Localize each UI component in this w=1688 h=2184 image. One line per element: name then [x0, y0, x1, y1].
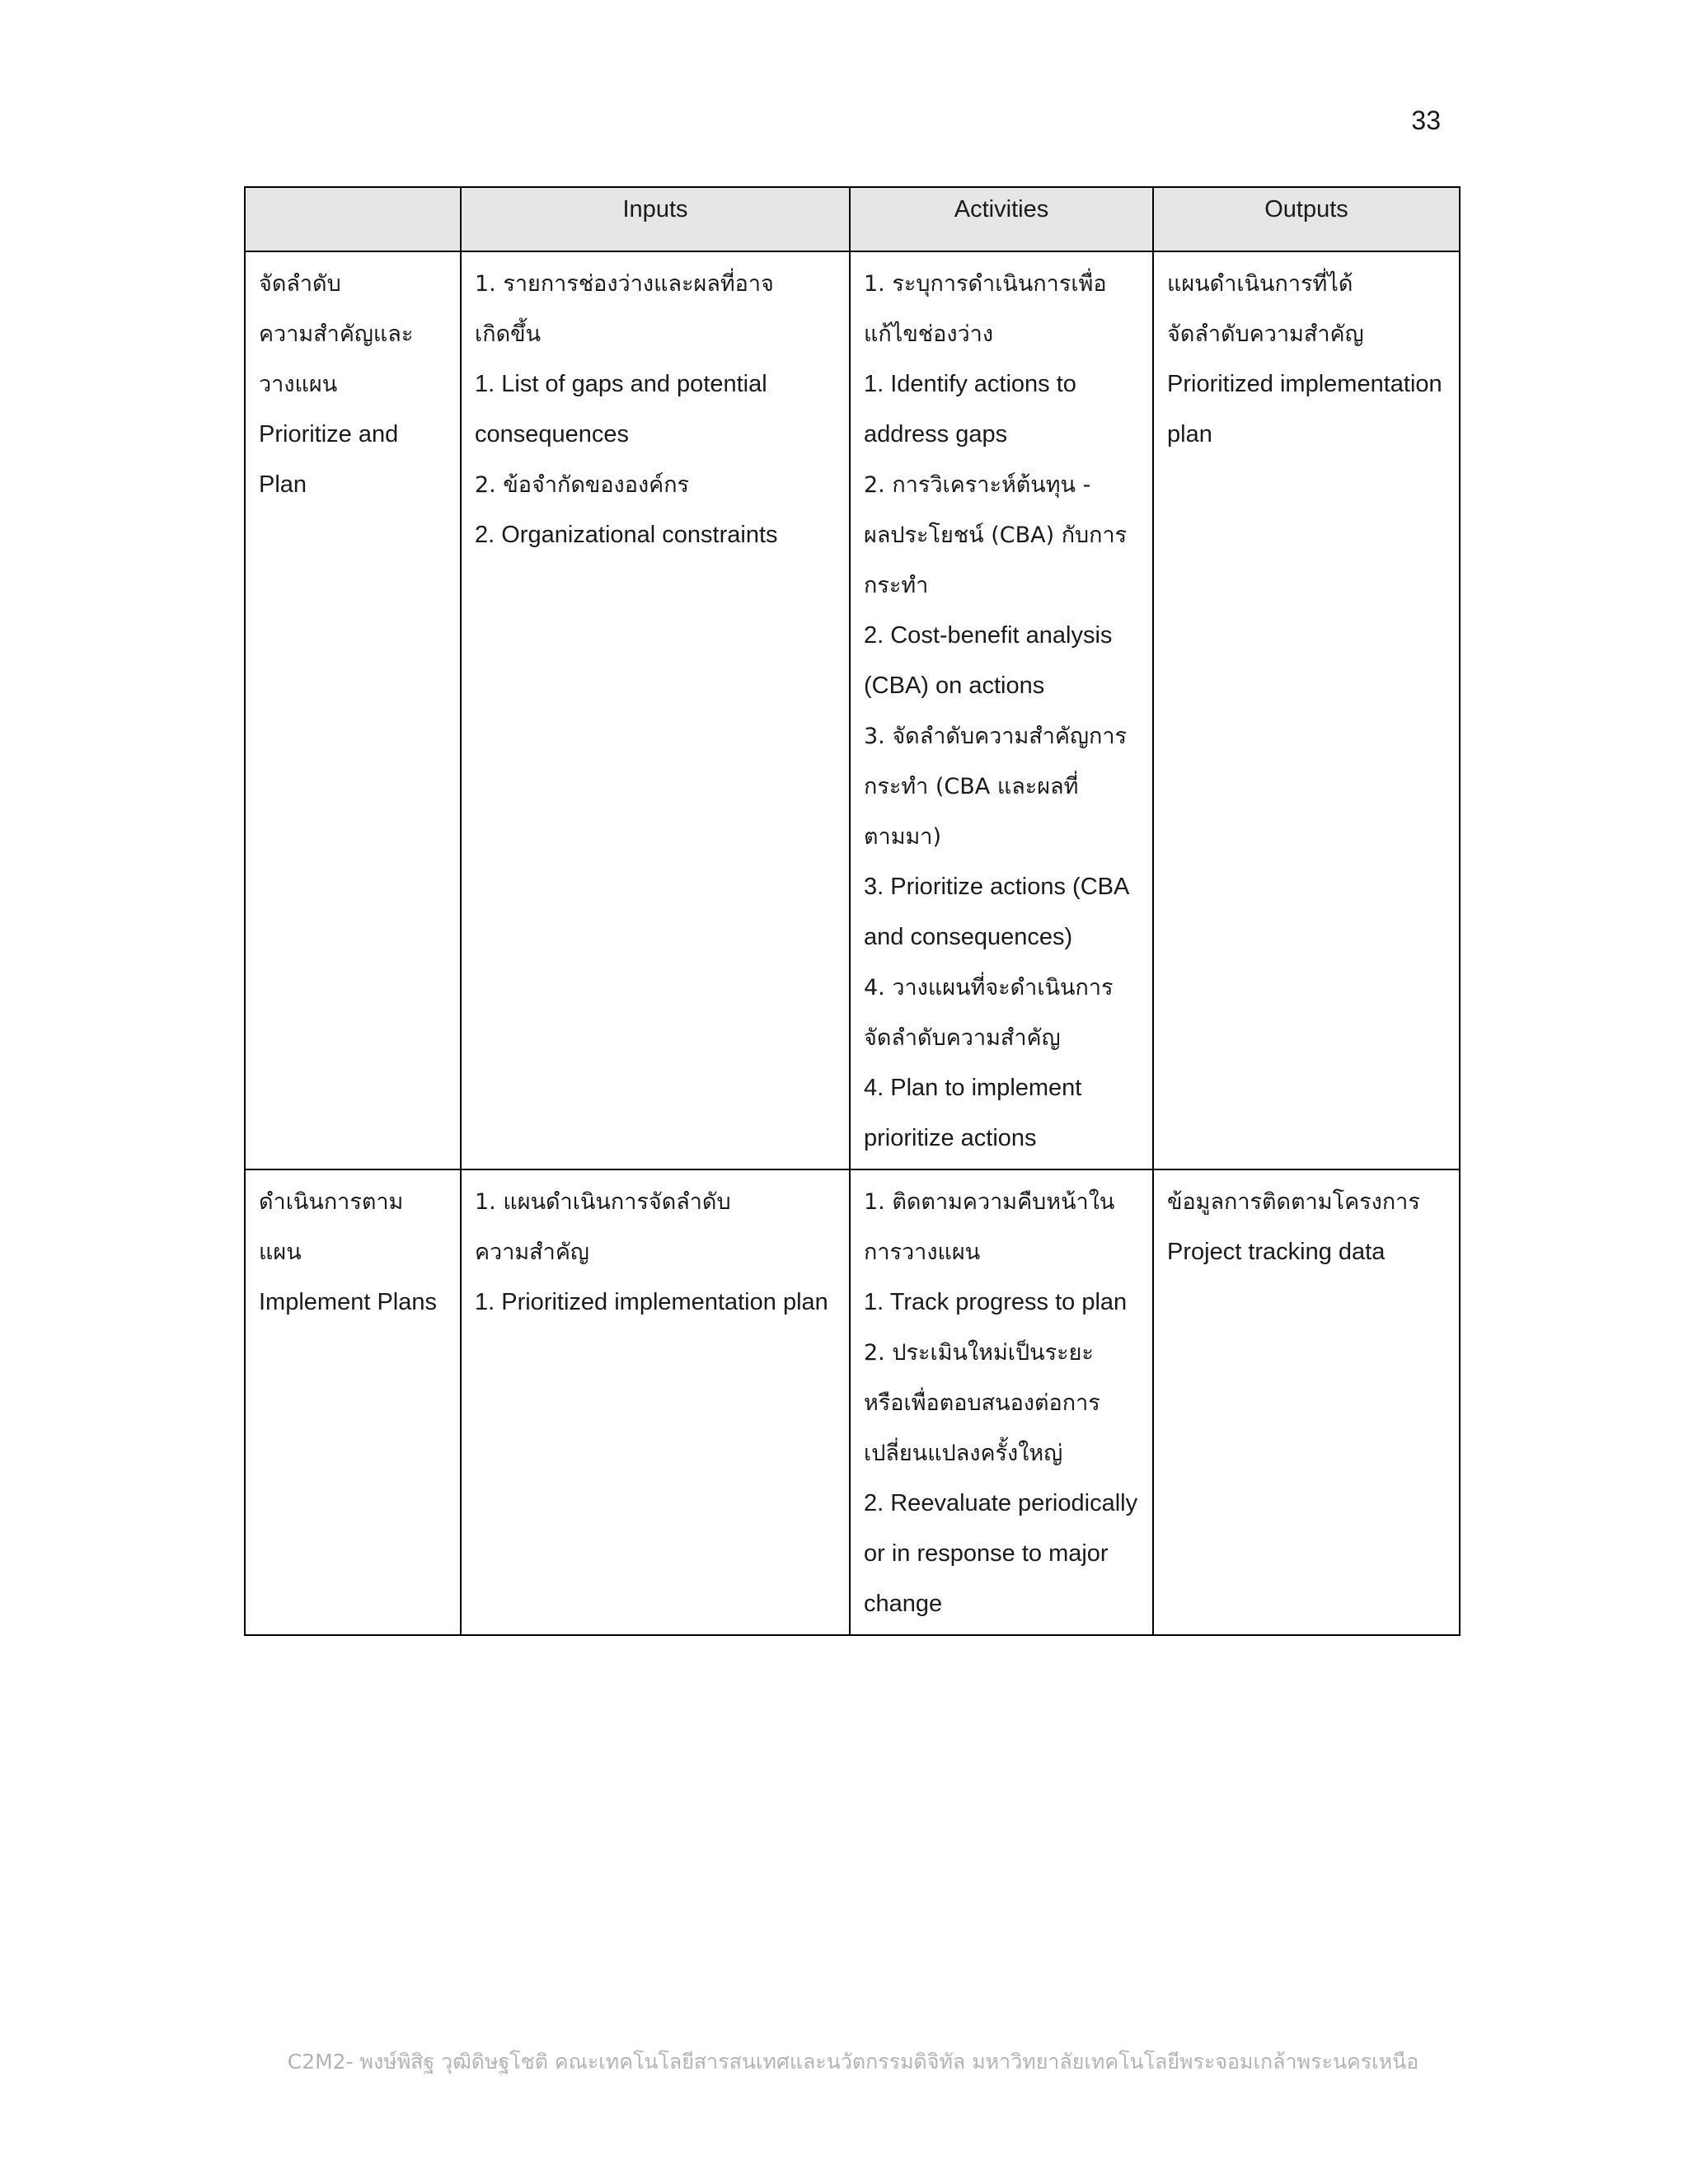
cell-line: 2. Organizational constraints [475, 522, 778, 548]
cell-line: จัดลำดับความสำคัญ [1167, 321, 1364, 347]
cell-line: 2. การวิเคราะห์ต้นทุน - [864, 472, 1091, 498]
cell-outputs [1153, 1169, 1460, 1635]
cell-line: 3. จัดลำดับความสำคัญการ [864, 724, 1127, 749]
cell-line: แผนดำเนินการที่ได้ [1167, 271, 1353, 297]
cell-line: กระทำ [864, 573, 929, 598]
cell-line: 1. ติดตามความคืบหน้าใน [864, 1189, 1115, 1215]
table-row [245, 1169, 1460, 1635]
cell-line: 3. Prioritize actions (CBA [864, 874, 1130, 900]
page-footer: C2M2- พงษ์พิสิฐ วุฒิดิษฐโชติ คณะเทคโนโลยีสารสนเทศและนวัตกรรมดิจิทัล มหาวิทยาลัยเทคโนโลยีพระจอมเกล้าพระนครเหนือ [287, 2050, 1419, 2074]
cell-line: เกิดขึ้น [475, 321, 542, 347]
header-phase [245, 187, 461, 251]
cell-line: consequences [475, 421, 630, 448]
cell-line: จัดลำดับ [259, 271, 341, 297]
cell-outputs [1153, 251, 1460, 1169]
cell-line: Project tracking data [1167, 1239, 1386, 1265]
cell-line: 2. ประเมินใหม่เป็นระยะ [864, 1340, 1094, 1366]
cell-line: ผลประโยชน์ (CBA) กับการ [864, 523, 1128, 548]
cell-line: (CBA) on actions [864, 673, 1045, 699]
cell-line: 1. แผนดำเนินการจัดลำดับ [475, 1189, 731, 1215]
cell-line: หรือเพื่อตอบสนองต่อการ [864, 1390, 1100, 1416]
framework-table [244, 186, 1461, 1636]
cell-line: ความสำคัญและ [259, 321, 414, 347]
cell-line: 2. ข้อจำกัดขององค์กร [475, 472, 690, 498]
cell-line: 1. Identify actions to [864, 371, 1076, 397]
cell-activities [850, 1169, 1153, 1635]
header-activities: Activities [850, 187, 1153, 251]
cell-line: 1. รายการช่องว่างและผลที่อาจ [475, 271, 774, 297]
cell-line: and consequences) [864, 924, 1073, 950]
cell-line: or in response to major [864, 1540, 1109, 1567]
cell-line: Prioritize and [259, 421, 399, 448]
cell-inputs [461, 251, 850, 1169]
cell-inputs [461, 1169, 850, 1635]
table-header-row [245, 187, 1460, 251]
cell-line: จัดลำดับความสำคัญ [864, 1025, 1061, 1051]
cell-line: Prioritized implementation [1167, 371, 1442, 397]
page-number: 33 [1411, 105, 1441, 135]
cell-line: 1. Track progress to plan [864, 1289, 1128, 1315]
cell-line: ตามมา) [864, 824, 941, 850]
cell-line: 1. Prioritized implementation plan [475, 1289, 828, 1315]
cell-line: วางแผน [259, 372, 338, 397]
cell-line: ข้อมูลการติดตามโครงการ [1167, 1189, 1420, 1215]
cell-line: การวางแผน [864, 1240, 981, 1265]
cell-line: prioritize actions [864, 1125, 1037, 1151]
cell-line: กระทำ (CBA และผลที่ [864, 774, 1079, 799]
cell-line: 4. วางแผนที่จะดำเนินการ [864, 975, 1114, 1001]
cell-line: แก้ไขช่องว่าง [864, 321, 994, 347]
cell-phase [245, 1169, 461, 1635]
cell-line: ดำเนินการตาม [259, 1189, 404, 1215]
header-inputs: Inputs [461, 187, 850, 251]
cell-line: 2. Reevaluate periodically [864, 1490, 1138, 1516]
cell-line: 1. ระบุการดำเนินการเพื่อ [864, 271, 1107, 297]
cell-line: เปลี่ยนแปลงครั้งใหญ่ [864, 1441, 1063, 1466]
cell-line: แผน [259, 1240, 302, 1265]
cell-line: 2. Cost-benefit analysis [864, 622, 1113, 649]
cell-activities [850, 251, 1153, 1169]
cell-phase [245, 251, 461, 1169]
cell-line: 4. Plan to implement [864, 1075, 1082, 1101]
cell-line: address gaps [864, 421, 1008, 448]
cell-line: Implement Plans [259, 1289, 437, 1315]
cell-line: plan [1167, 421, 1212, 448]
cell-line: Plan [259, 471, 307, 498]
cell-line: 1. List of gaps and potential [475, 371, 767, 397]
cell-line: ความสำคัญ [475, 1240, 589, 1265]
table-row [245, 251, 1460, 1169]
cell-line: change [864, 1591, 943, 1617]
header-outputs: Outputs [1153, 187, 1460, 251]
